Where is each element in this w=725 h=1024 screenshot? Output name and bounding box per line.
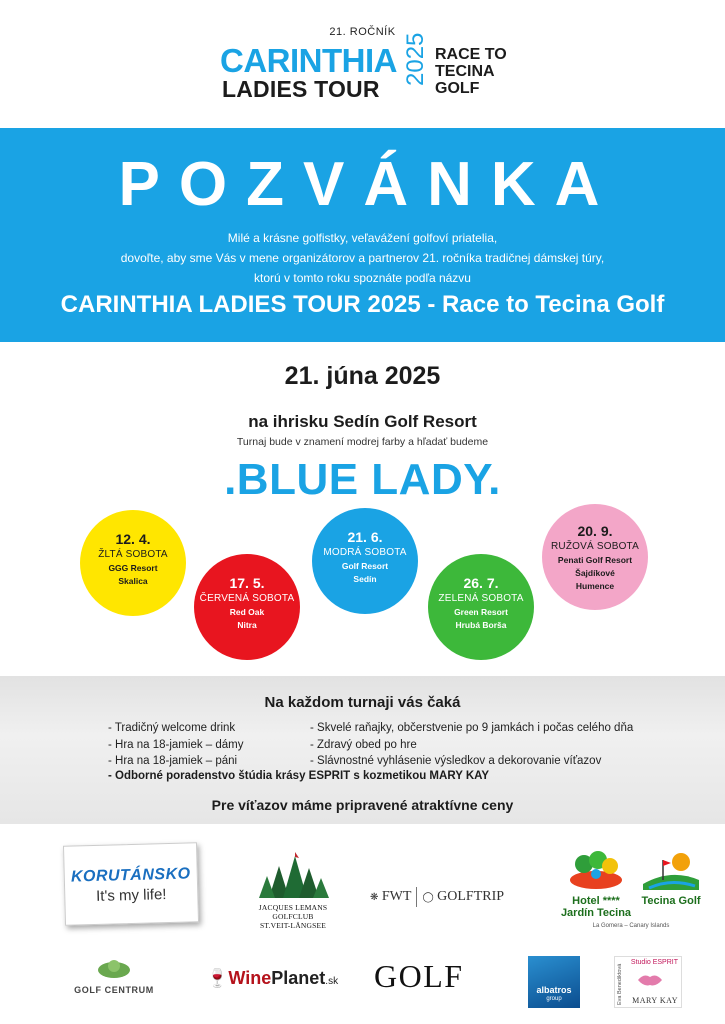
invitation-line: ktorú v tomto roku spoznáte podľa názvu [254,271,471,285]
tournament-place: Penati Golf Resort [557,555,633,565]
hotel-line: Hotel **** [572,895,620,907]
tournament-place: Sedín [353,574,377,584]
tournament-circle-pink [542,504,648,610]
hotel-jardin-tecina-logo [556,850,636,919]
tournament-label: MODRÁ SOBOTA [323,547,407,558]
tournament-label: ČERVENÁ SOBOTA [199,593,295,604]
hotel-line: Jardín Tecina [560,907,632,919]
jacques-lemans-text [248,903,338,930]
tournament-date: 21. 6. [347,529,383,545]
logo-race-to-tecina [435,46,507,97]
tournament-circle-green [428,554,534,660]
tecina-golf-name: Tecina Golf [641,895,701,907]
golf-course-icon [641,850,701,890]
invitation-band [0,128,725,342]
event-name: CARINTHIA LADIES TOUR 2025 - Race to Tecina Golf [60,291,665,318]
tournament-date: 20. 9. [577,523,613,539]
jl-line: JACQUES LEMANS [258,903,328,912]
tournament-place: Nitra [237,620,257,630]
wineplanet-logo [206,968,338,989]
tournament-label: RUŽOVÁ SOBOTA [551,541,639,552]
wine-text: Wine [228,968,272,988]
invitation-line: dovoľte, aby sme Vás v mene organizátorov a partnerov 21. ročníka tradičnej dámskej túry, [120,251,605,265]
golf-ball-icon: ◯ [422,892,434,904]
albatros-group: group [546,996,562,1002]
fwt-text: FWT [381,889,412,905]
benefits-left-column [108,720,244,770]
benefit-item: - Slávnostné vyhlásenie výsledkov a dekorovanie víťazov [310,755,602,767]
esprit-title: Studio ESPRIT [630,959,678,966]
logo-year: 2025 [402,32,429,86]
fwt-golftrip-logo [370,887,504,907]
tournament-place: Humence [575,581,615,591]
tournament-circle-blue [312,508,418,614]
tournament-date: 12. 4. [115,531,151,547]
benefits-section [0,676,725,824]
tournament-place: Green Resort [454,607,508,617]
tournament-label: ZELENÁ SOBOTA [438,593,524,604]
invitation-title: POZVÁNKA [118,150,619,219]
divider [416,887,417,907]
benefit-item: - Tradičný welcome drink [108,722,236,734]
wine-glass-icon: 🍷 [206,968,229,988]
jl-line: GOLFCLUB [272,912,314,921]
event-date: 21. júna 2025 [284,362,441,390]
prizes-note: Pre víťazov máme pripravené atraktívne ceny [211,797,514,813]
mary-kay-text: MARY KAY [632,996,678,1005]
wineplanet-tld: .sk [325,976,339,987]
benefits-right-column [310,720,633,770]
golf-magazine-logo: GOLF [374,958,464,994]
benefit-item: - Hra na 18-jamiek – dámy [108,738,244,751]
race-line: RACE TO [435,46,507,63]
pine-trees-icon [255,852,331,898]
golf-centrum-text: GOLF CENTRUM [74,985,154,995]
hotel-name [556,895,636,919]
header [0,0,725,128]
tournament-place: Šajdíkové [575,568,615,578]
logo-brand: CARINTHIA [220,42,397,79]
benefit-item: - Zdravý obed po hre [310,738,417,751]
jacques-lemans-logo [248,852,338,930]
logo-subtitle: LADIES TOUR [222,76,380,102]
tournament-circle-red [194,554,300,660]
event-note: Turnaj bude v znamení modrej farby a hľadať budeme [236,436,489,448]
edition-label: 21. ROČNÍK [329,26,396,38]
tournament-date: 26. 7. [463,575,499,591]
tournament-label: ŽLTÁ SOBOTA [98,549,168,560]
tournament-place: Red Oak [229,607,265,617]
tournament-date: 17. 5. [229,575,265,591]
benefit-item: - Hra na 18-jamiek – páni [108,755,238,767]
tournament-circle-yellow [80,510,186,616]
lips-icon [637,973,663,987]
studio-esprit-logo [614,956,682,1008]
invitation-text [0,228,725,288]
benefit-highlight: - Odborné poradenstvo štúdia krásy ESPRIT s kozmetikou MARY KAY [108,770,490,782]
canary-islands-label: La Gomera – Canary Islands [592,923,670,929]
race-line: TECINA [435,63,495,80]
race-line: GOLF [435,80,480,97]
korutansko-name: KORUTÁNSKO [70,865,191,886]
tournament-place: Hrubá Borša [455,620,507,630]
esprit-owner: Eva Benediktová [617,963,623,1005]
benefits-title: Na každom turnaji vás čaká [264,694,461,711]
fwt-emblem-icon: ❋ [370,892,379,904]
korutansko-tagline: It's my life! [95,886,167,905]
tournament-place: Golf Resort [341,561,389,571]
tecina-golf-logo [636,850,706,907]
tournament-place: GGG Resort [108,563,158,573]
golf-centrum-emblem-icon [94,958,134,980]
jl-line: ST.VEIT-LÄNGSEE [259,921,327,930]
albatros-name: albatros [536,985,572,995]
korutansko-logo [63,842,199,925]
golf-centrum-logo [64,958,164,995]
event-theme: .BLUE LADY. [224,455,501,504]
invitation-line: Milé a krásne golfistky, veľavážení golfoví priatelia, [227,231,498,245]
benefit-item: - Skvelé raňajky, občerstvenie po 9 jamkách i počas celého dňa [310,722,634,734]
event-venue: na ihrisku Sedín Golf Resort [248,412,477,431]
hotel-emblem-icon [566,850,626,890]
tournament-place: Skalica [118,576,148,586]
planet-text: Planet [271,968,326,988]
golftrip-text: GOLFTRIP [437,889,505,905]
albatros-logo [528,956,580,1008]
